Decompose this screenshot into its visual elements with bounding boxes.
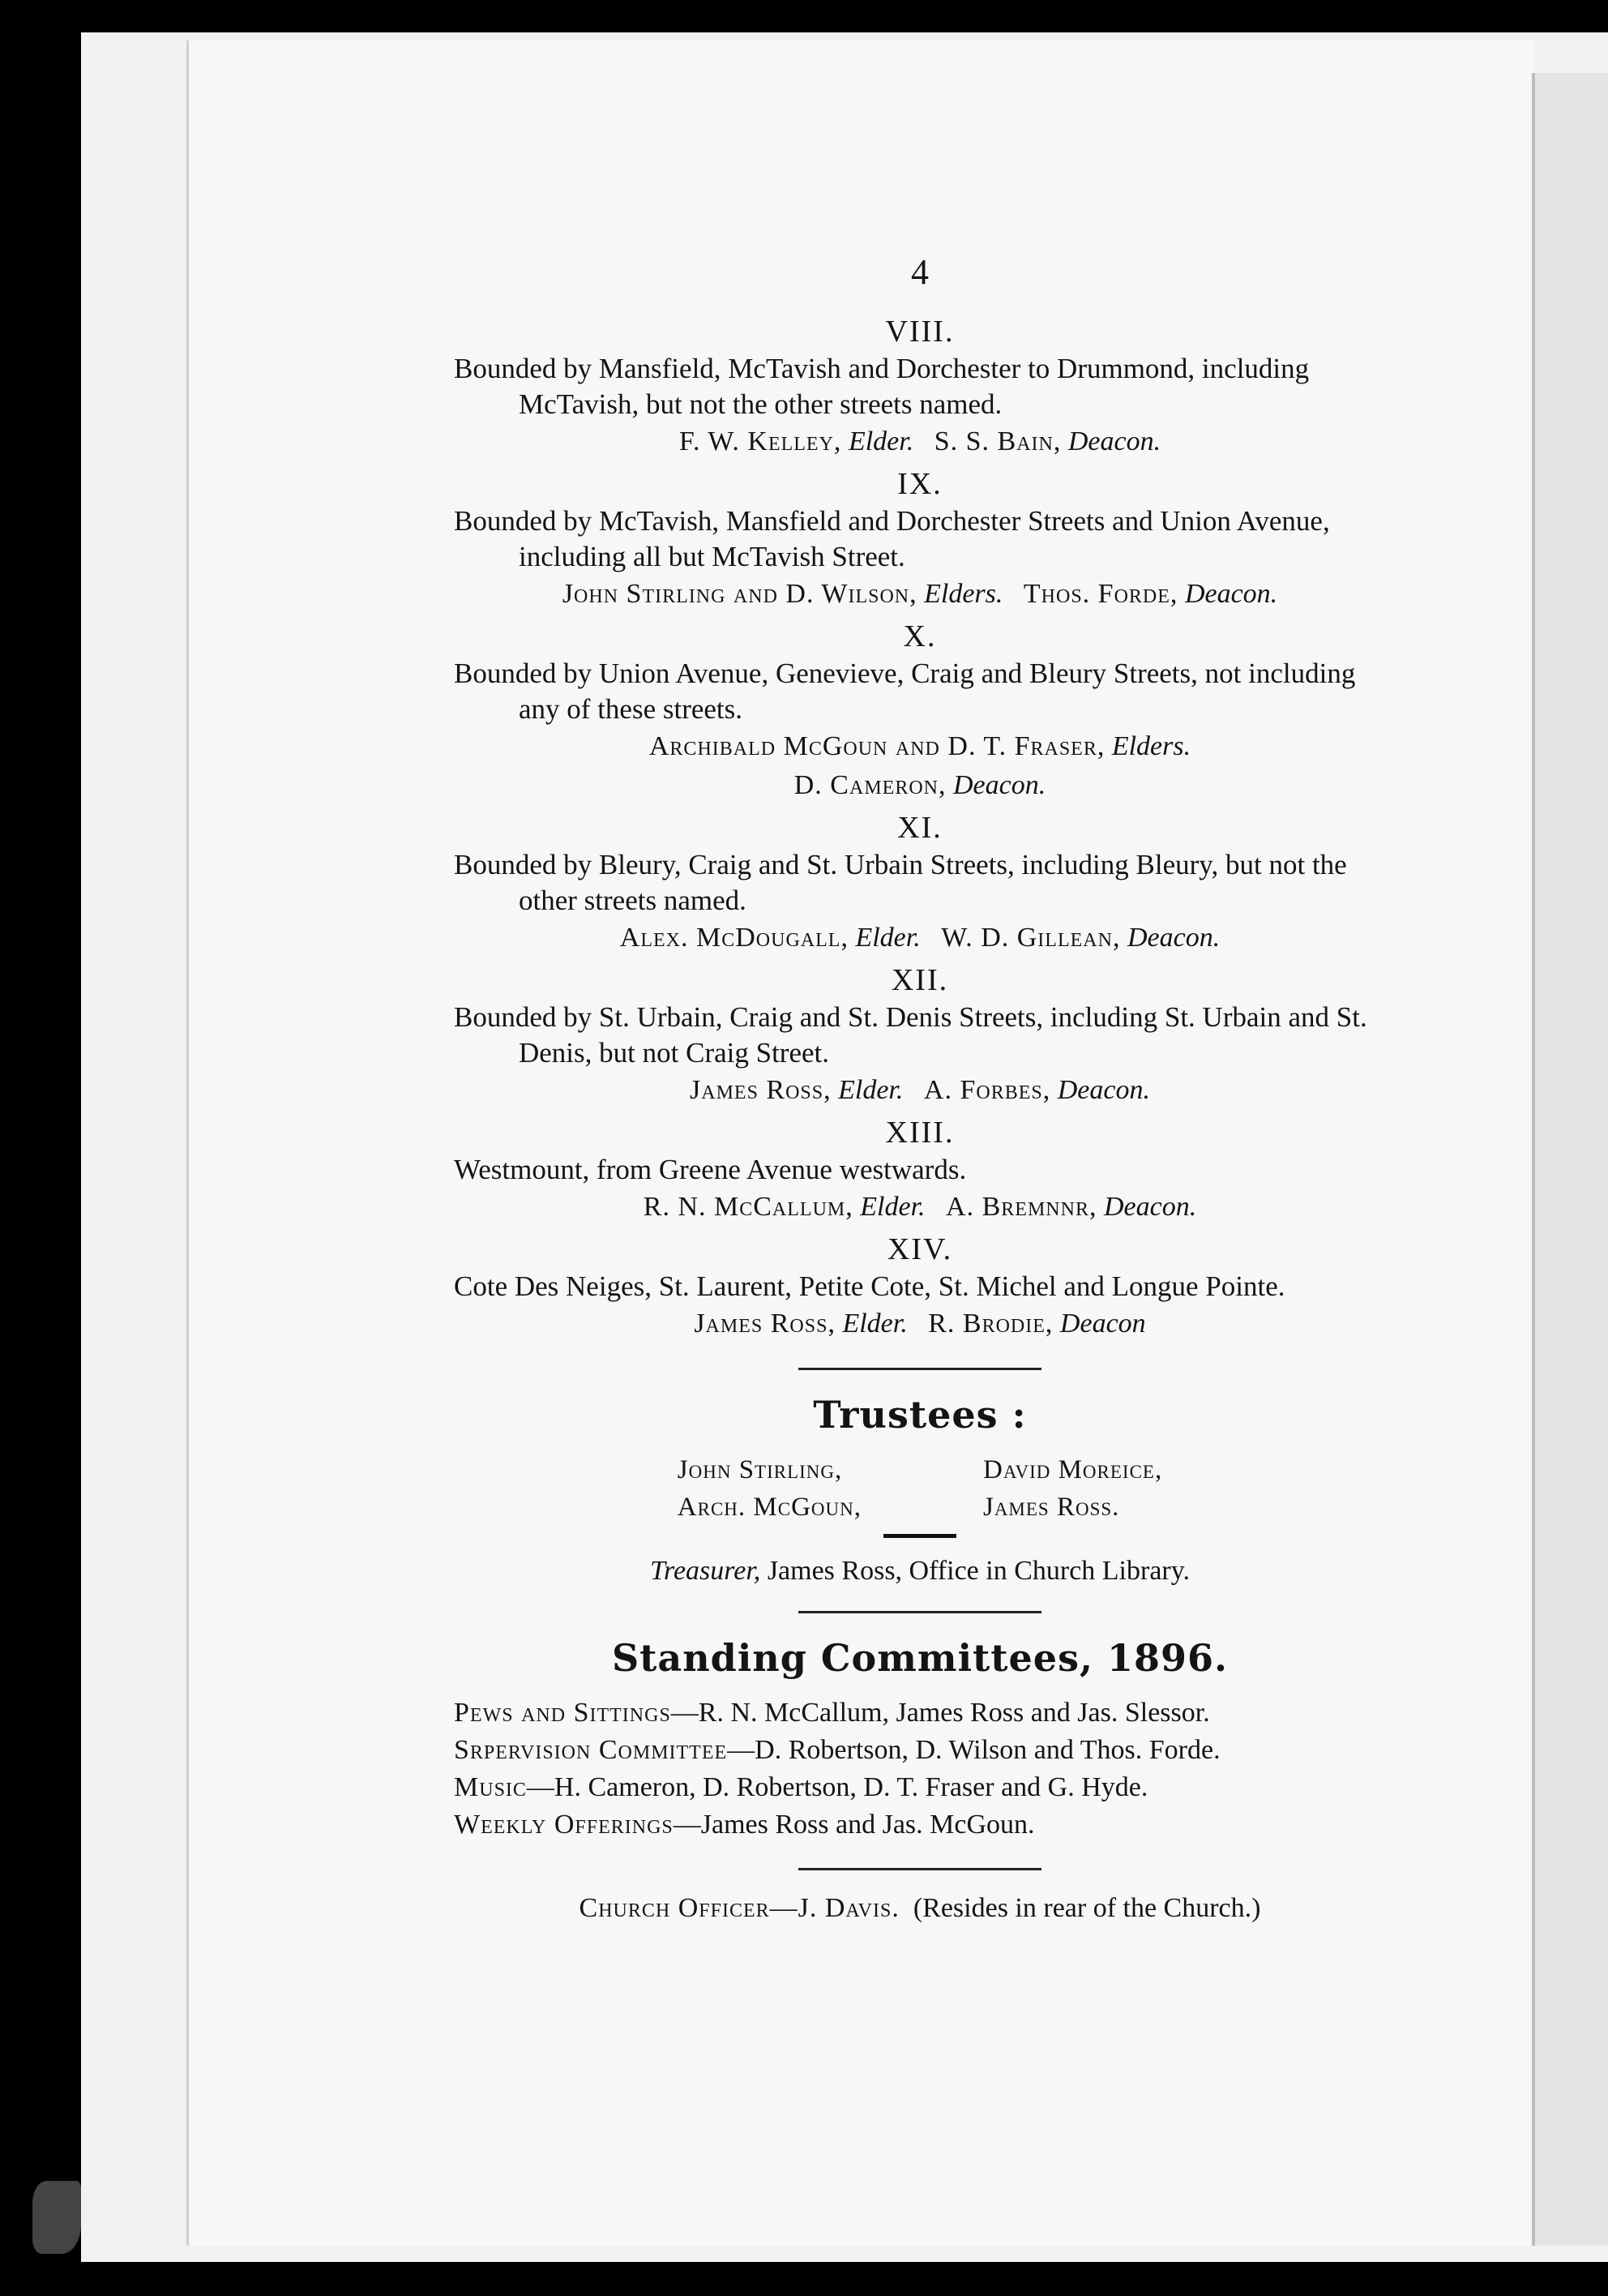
section-divider	[798, 1368, 1041, 1370]
district-officers	[454, 727, 1386, 766]
district-block	[454, 1115, 1386, 1227]
officer-name: John Stirling and D. Wilson,	[562, 579, 917, 609]
committee-members: —D. Robertson, D. Wilson and Thos. Forde.	[727, 1735, 1221, 1765]
officer-role: Elder.	[860, 1192, 926, 1222]
district-officers	[454, 1188, 1386, 1227]
officer-name: W. D. Gillean,	[941, 923, 1121, 953]
committee-item	[454, 1694, 1386, 1732]
committee-item	[454, 1806, 1386, 1844]
district-officers	[454, 1304, 1386, 1343]
officer-name: James Ross,	[690, 1075, 832, 1105]
treasurer-title: Treasurer,	[649, 1556, 761, 1586]
officer-role: Deacon.	[1067, 426, 1161, 456]
trustees-list	[454, 1451, 1386, 1526]
trustee-name: Arch. McGoun,	[677, 1493, 862, 1522]
committee-label: Music	[454, 1772, 527, 1802]
trustees-left-column	[678, 1451, 862, 1526]
committee-members: —R. N. McCallum, James Ross and Jas. Slessor.	[670, 1698, 1210, 1728]
church-officer-line	[454, 1893, 1386, 1924]
officer-name: Thos. Forde,	[1023, 579, 1178, 609]
church-officer-label: Church Officer	[579, 1893, 770, 1923]
page-number: 4	[911, 252, 929, 292]
district-block	[454, 962, 1386, 1110]
district-description: Bounded by Mansfield, McTavish and Dorchester to Drummond, including McTavish, but not the other streets named.	[454, 353, 1310, 420]
officer-name: James Ross,	[694, 1309, 836, 1339]
officer-role: Deacon.	[953, 770, 1046, 800]
district-description: Westmount, from Greene Avenue westwards.	[454, 1154, 967, 1185]
committee-list	[454, 1694, 1386, 1844]
district-numeral: XII.	[891, 963, 949, 997]
officer-role: Elders.	[924, 579, 1003, 609]
officer-role: Deacon	[1059, 1309, 1146, 1339]
committee-item	[454, 1732, 1386, 1769]
treasurer-line	[454, 1556, 1386, 1587]
officer-role: Elder.	[855, 923, 921, 953]
district-officers	[454, 1071, 1386, 1110]
district-numeral: VIII.	[885, 315, 955, 349]
district-block	[454, 810, 1386, 957]
officer-role: Elder.	[842, 1309, 908, 1339]
district-description: Bounded by Bleury, Craig and St. Urbain Streets, including Bleury, but not the other streets named.	[454, 849, 1347, 916]
officer-role: Deacon.	[1057, 1075, 1150, 1105]
trustees-dash	[883, 1534, 956, 1538]
officer-role: Deacon.	[1103, 1192, 1197, 1222]
facing-page-edge	[1532, 73, 1608, 2246]
trustee-name: David Moreice,	[982, 1455, 1163, 1484]
committee-members: —James Ross and Jas. McGoun.	[673, 1810, 1035, 1840]
district-officers	[454, 919, 1386, 957]
trustees-right-column	[983, 1451, 1162, 1526]
committee-members: —H. Cameron, D. Robertson, D. T. Fraser and G. Hyde.	[526, 1772, 1148, 1802]
district-officers	[454, 766, 1386, 805]
committee-label: Pews and Sittings	[454, 1698, 671, 1728]
officer-role: Deacon.	[1127, 923, 1221, 953]
district-block	[454, 466, 1386, 614]
officer-name: R. N. McCallum,	[643, 1192, 853, 1222]
district-description: Cote Des Neiges, St. Laurent, Petite Cote, St. Michel and Longue Pointe.	[454, 1270, 1285, 1302]
officer-name: R. Brodie,	[928, 1309, 1054, 1339]
officer-role: Elders.	[1111, 731, 1191, 761]
committee-label: Srpervision Committee	[454, 1735, 728, 1765]
district-numeral: XIII.	[885, 1116, 955, 1150]
church-officer-note: (Resides in rear of the Church.)	[913, 1893, 1261, 1923]
church-officer-name: —J. Davis.	[769, 1893, 900, 1923]
committees-heading: Standing Committees, 1896.	[611, 1636, 1229, 1680]
officer-name: A. Bremnnr,	[946, 1192, 1097, 1222]
page-corner-smudge	[32, 2181, 81, 2254]
district-officers	[454, 575, 1386, 614]
officer-role: Deacon.	[1184, 579, 1278, 609]
section-divider	[798, 1611, 1041, 1613]
district-numeral: XIV.	[887, 1232, 953, 1266]
treasurer-text: James Ross, Office in Church Library.	[767, 1556, 1191, 1586]
district-description: Bounded by McTavish, Mansfield and Dorchester Streets and Union Avenue, including all but McTavish Street.	[454, 505, 1330, 572]
district-numeral: XI.	[897, 811, 943, 845]
officer-name: F. W. Kelley,	[678, 426, 842, 456]
district-block	[454, 1232, 1386, 1343]
section-divider	[798, 1868, 1041, 1870]
district-numeral: X.	[903, 619, 937, 653]
trustees-heading: Trustees :	[813, 1393, 1027, 1437]
district-officers	[454, 422, 1386, 461]
trustee-name: James Ross.	[982, 1493, 1120, 1522]
district-list	[454, 314, 1386, 1343]
district-description: Bounded by St. Urbain, Craig and St. Denis Streets, including St. Urbain and St. Denis, but not Craig Street.	[454, 1001, 1367, 1069]
district-block	[454, 619, 1386, 805]
scan-border	[81, 2262, 1608, 2296]
officer-name: A. Forbes,	[923, 1075, 1051, 1105]
committee-item	[454, 1769, 1386, 1806]
committee-label: Weekly Offerings	[454, 1810, 674, 1840]
page-content	[454, 251, 1386, 1924]
district-description: Bounded by Union Avenue, Genevieve, Craig and Bleury Streets, not including any of these streets.	[454, 658, 1356, 725]
trustee-name: John Stirling,	[677, 1455, 843, 1484]
officer-role: Elder.	[838, 1075, 904, 1105]
officer-name: Alex. McDougall,	[619, 923, 849, 953]
officer-name: Archibald McGoun and D. T. Fraser,	[648, 731, 1106, 761]
officer-name: S. S. Bain,	[934, 426, 1062, 456]
officer-role: Elder.	[848, 426, 914, 456]
district-numeral: IX.	[897, 467, 943, 501]
district-block	[454, 314, 1386, 461]
officer-name: D. Cameron,	[793, 770, 947, 800]
